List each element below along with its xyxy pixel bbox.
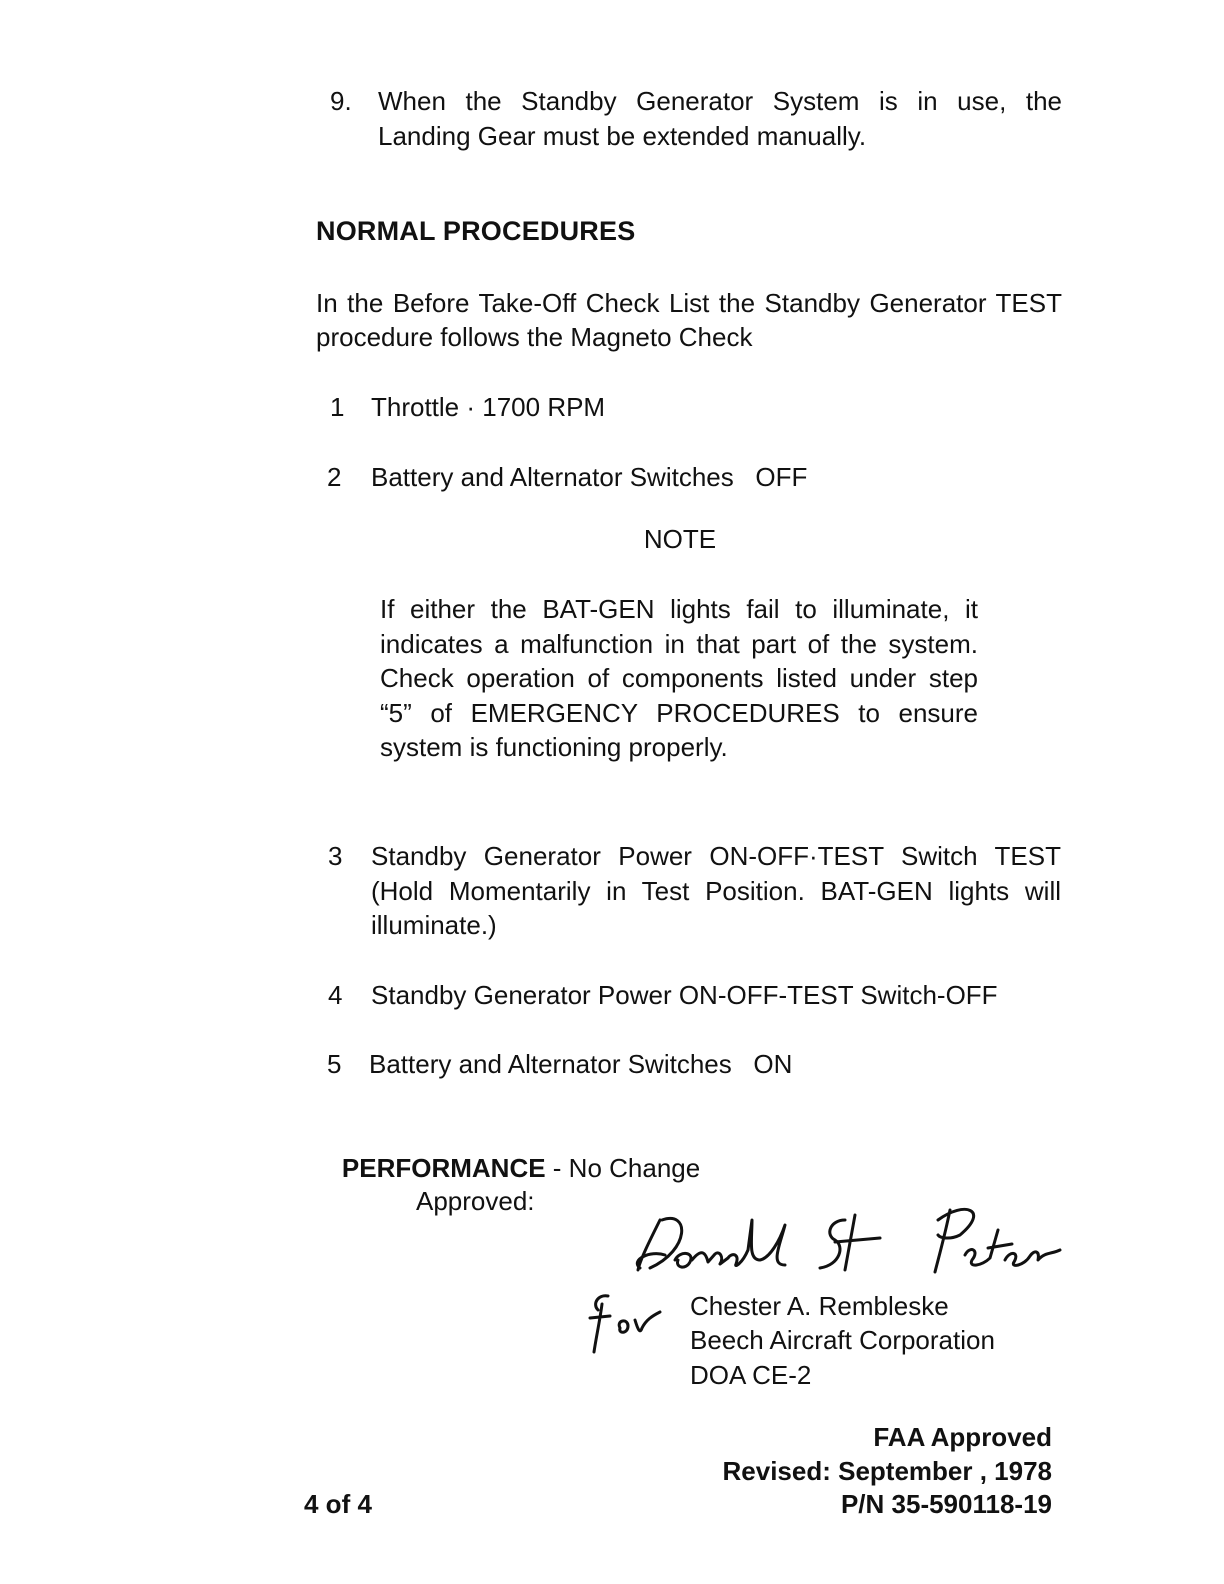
step-4-number: 4: [328, 980, 343, 1010]
part-number: P/N 35-590118-19: [840, 1489, 1052, 1519]
page-number: 4 of 4: [304, 1489, 372, 1519]
step-1-text: Throttle · 1700 RPM: [371, 392, 606, 422]
note-title: NOTE: [643, 524, 717, 554]
approver-company: Beech Aircraft Corporation: [690, 1325, 995, 1355]
normal-procedures-heading: NORMAL PROCEDURES: [316, 216, 636, 246]
revised-date: Revised: September , 1978: [722, 1456, 1052, 1486]
normal-procedures-intro: In the Before Take-Off Check List the Standby Generator TEST procedure follows the Magneto Check: [316, 288, 1062, 352]
step-2-text: Battery and Alternator Switches OFF: [371, 462, 808, 492]
approver-doa: DOA CE-2: [690, 1360, 812, 1390]
approver-name: Chester A. Rembleske: [690, 1291, 949, 1321]
step-5-text: Battery and Alternator Switches ON: [369, 1049, 793, 1079]
step-1-number: 1: [330, 392, 345, 422]
step-3-text: Standby Generator Power ON-OFF·TEST Switch TEST (Hold Momentarily in Test Position. BAT-GEN lights will illuminate.): [371, 841, 1061, 940]
note-text: If either the BAT-GEN lights fail to illuminate, it indicates a malfunction in that part of the system. Check operation of components listed under step “5” of EMERGENCY PROCEDURES to ensure system is functioning properly.: [380, 594, 978, 762]
for-mark-image: [580, 1290, 670, 1360]
performance-label: PERFORMANCE: [341, 1153, 546, 1183]
performance-value: - No Change: [545, 1153, 701, 1183]
step-2-number: 2: [327, 462, 342, 492]
step-3-number: 3: [328, 841, 343, 871]
approved-label: Approved:: [416, 1186, 535, 1216]
item-9-number: 9.: [330, 86, 352, 116]
step-5-number: 5: [327, 1049, 342, 1079]
faa-approved: FAA Approved: [873, 1422, 1052, 1452]
step-4-text: Standby Generator Power ON-OFF-TEST Switch-OFF: [371, 980, 998, 1010]
item-9-text: When the Standby Generator System is in use, the Landing Gear must be extended manually.: [378, 86, 1062, 151]
signature-image: [620, 1180, 1070, 1290]
